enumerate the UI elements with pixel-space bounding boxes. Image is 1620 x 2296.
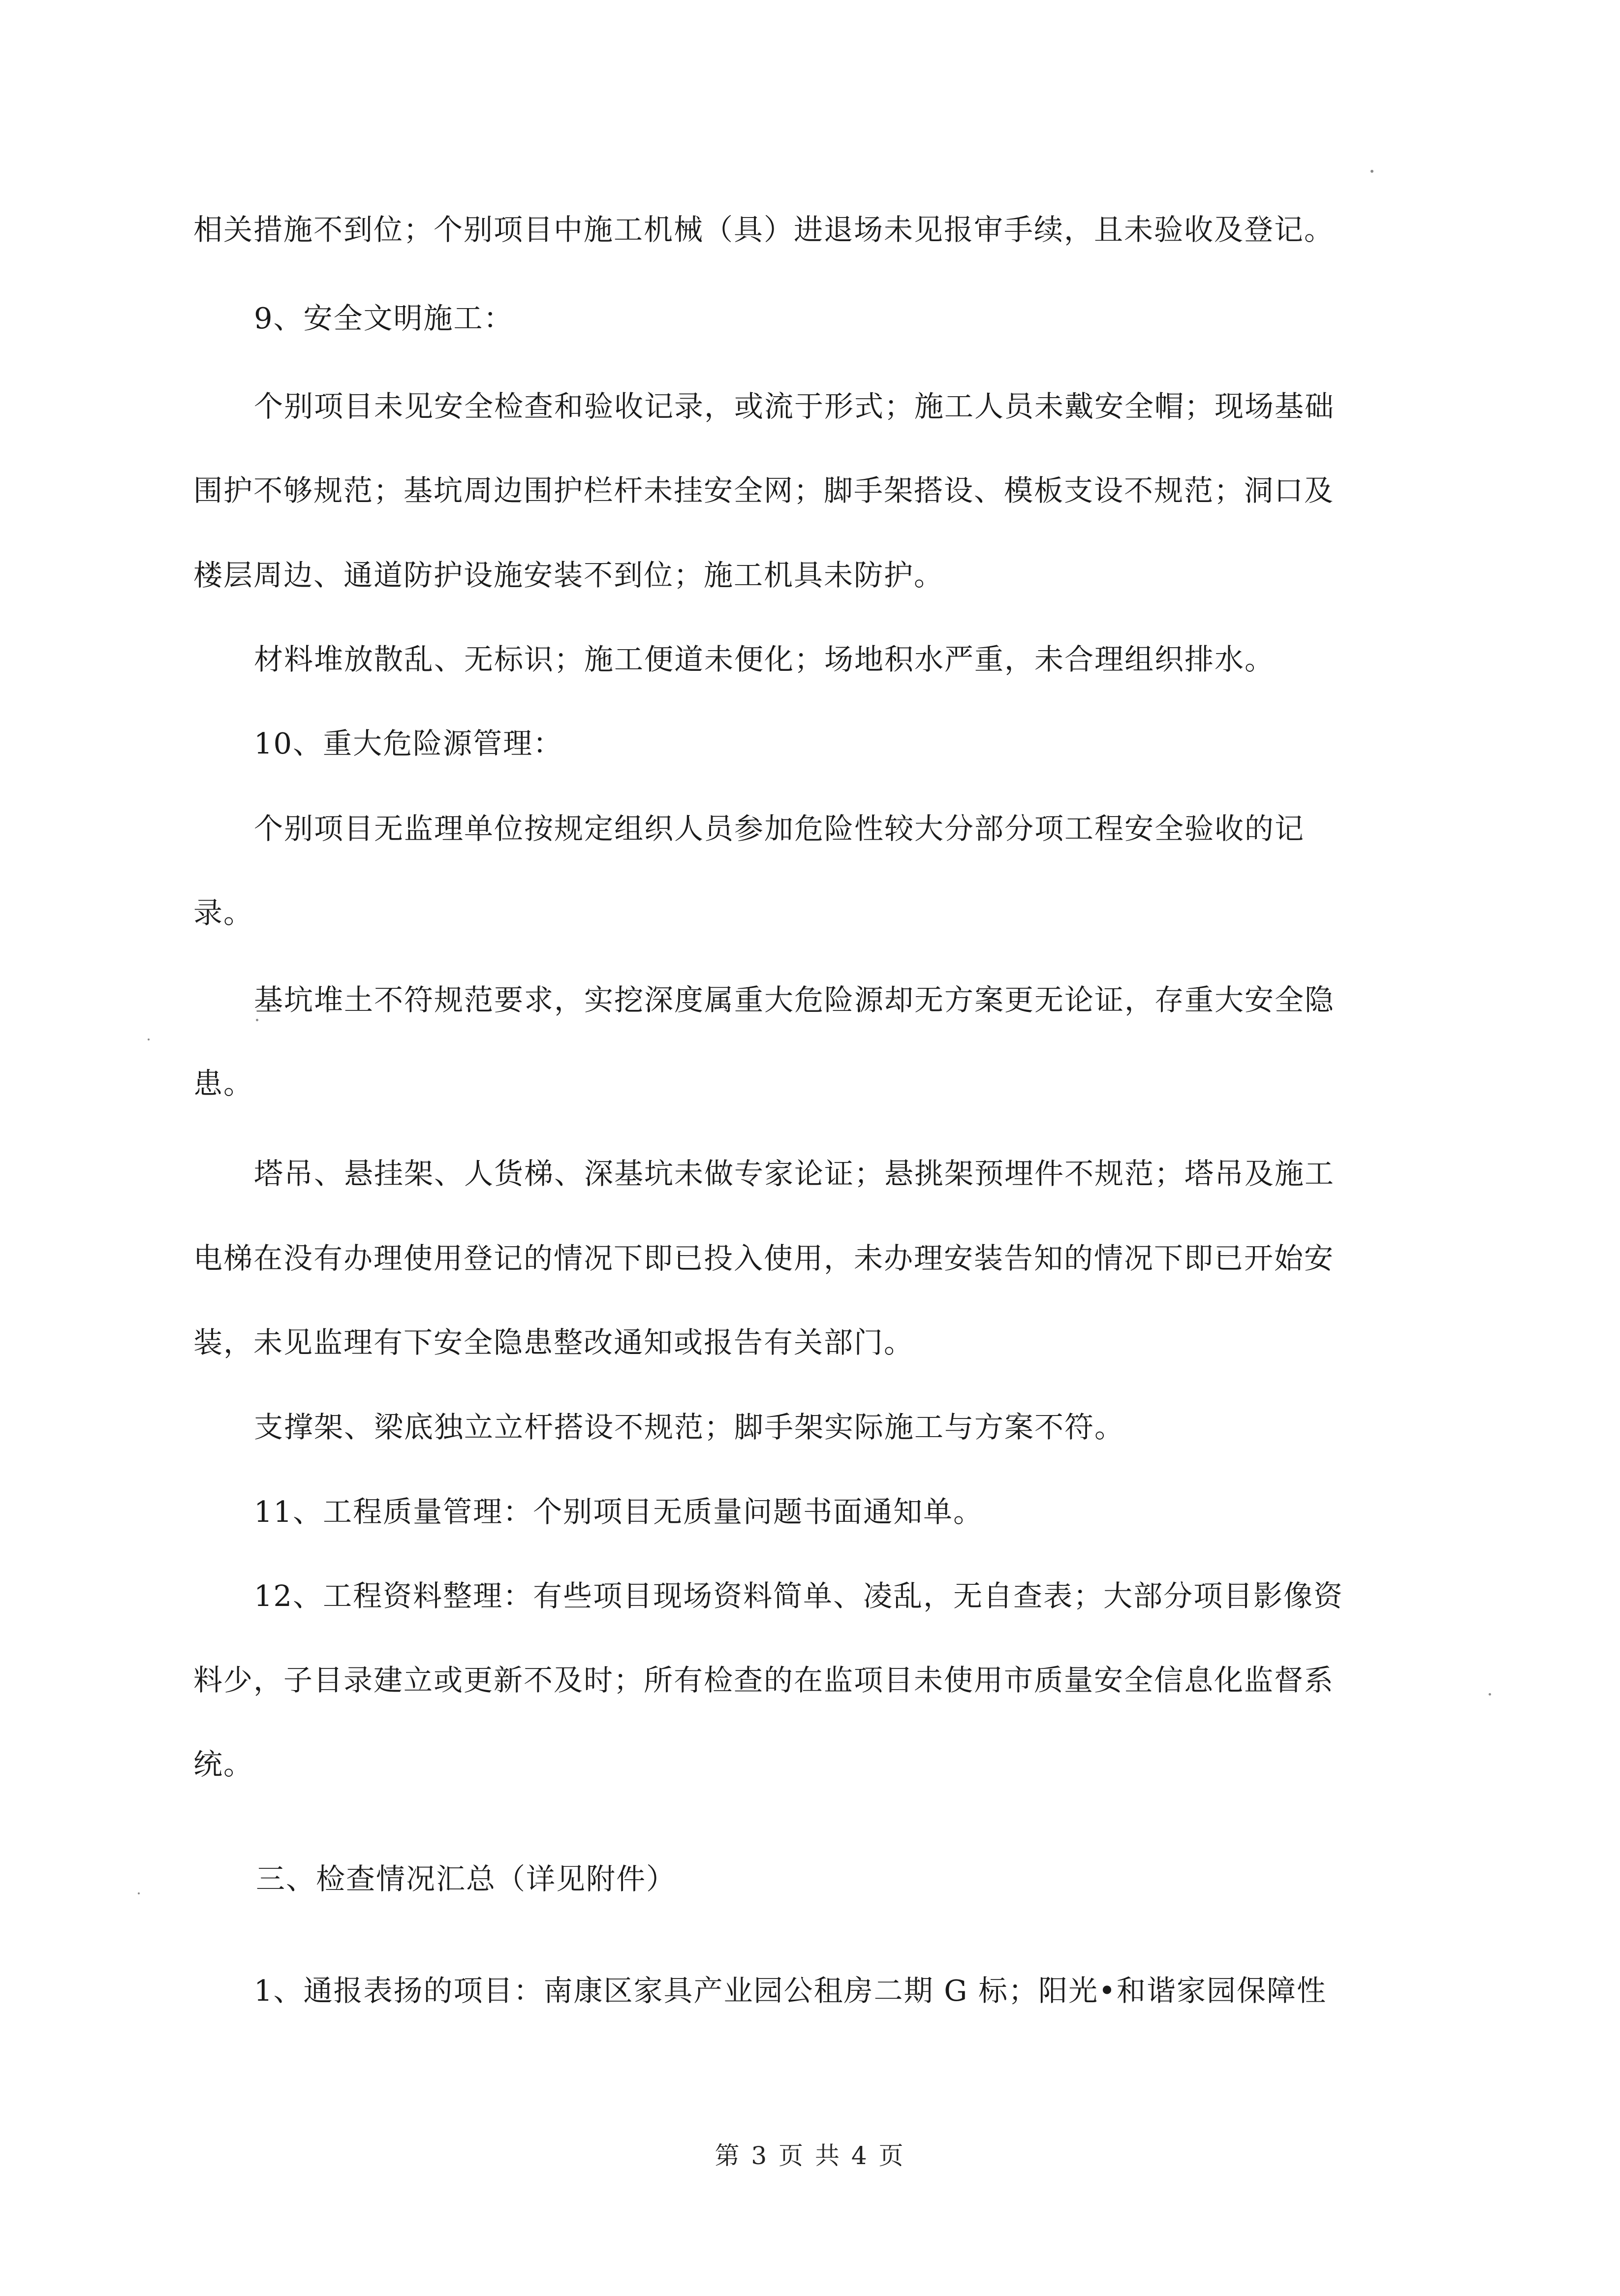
paragraph-line: 围护不够规范；基坑周边围护栏杆未挂安全网；脚手架搭设、模板支设不规范；洞口及 (193, 473, 1335, 507)
scan-speck (138, 1892, 140, 1894)
section-heading-12: 12、工程资料整理：有些项目现场资料简单、凌乱，无自查表；大部分项目影像资 (254, 1579, 1344, 1613)
section-heading-11: 11、工程质量管理：个别项目无质量问题书面通知单。 (254, 1495, 984, 1529)
paragraph-line: 材料堆放散乱、无标识；施工便道未便化；场地积水严重，未合理组织排水。 (254, 642, 1275, 676)
paragraph-line: 相关措施不到位；个别项目中施工机械（具）进退场未见报审手续，且未验收及登记。 (193, 213, 1335, 247)
page-footer: 第 3 页 共 4 页 (715, 2141, 905, 2170)
section-heading-9: 9、安全文明施工： (254, 301, 514, 335)
scan-speck (256, 1019, 258, 1021)
paragraph-line: 录。 (193, 896, 254, 930)
paragraph-line: 装，未见监理有下安全隐患整改通知或报告有关部门。 (193, 1325, 914, 1359)
scan-speck (1371, 170, 1373, 173)
paragraph-line: 1、通报表扬的项目：南康区家具产业园公租房二期 G 标；阳光•和谐家园保障性 (254, 1974, 1327, 2008)
paragraph-line: 楼层周边、通道防护设施安装不到位；施工机具未防护。 (193, 558, 944, 592)
paragraph-line: 患。 (193, 1067, 254, 1101)
scan-speck (148, 1038, 150, 1040)
paragraph-line: 支撑架、梁底独立立杆搭设不规范；脚手架实际施工与方案不符。 (254, 1410, 1125, 1444)
paragraph-line: 个别项目无监理单位按规定组织人员参加危险性较大分部分项工程安全验收的记 (254, 812, 1305, 846)
scan-speck (1489, 1693, 1491, 1696)
paragraph-line: 电梯在没有办理使用登记的情况下即已投入使用，未办理安装告知的情况下即已开始安 (193, 1241, 1335, 1275)
paragraph-line: 料少，子目录建立或更新不及时；所有检查的在监项目未使用市质量安全信息化监督系 (193, 1663, 1335, 1697)
paragraph-line: 基坑堆土不符规范要求，实挖深度属重大危险源却无方案更无论证，存重大安全隐 (254, 983, 1335, 1017)
section-heading-10: 10、重大危险源管理： (254, 726, 563, 760)
section-heading-3: 三、检查情况汇总（详见附件） (256, 1862, 677, 1896)
paragraph-line: 塔吊、悬挂架、人货梯、深基坑未做专家论证；悬挑架预埋件不规范；塔吊及施工 (254, 1157, 1335, 1191)
paragraph-line: 统。 (193, 1747, 254, 1781)
paragraph-line: 个别项目未见安全检查和验收记录，或流于形式；施工人员未戴安全帽；现场基础 (254, 389, 1335, 423)
